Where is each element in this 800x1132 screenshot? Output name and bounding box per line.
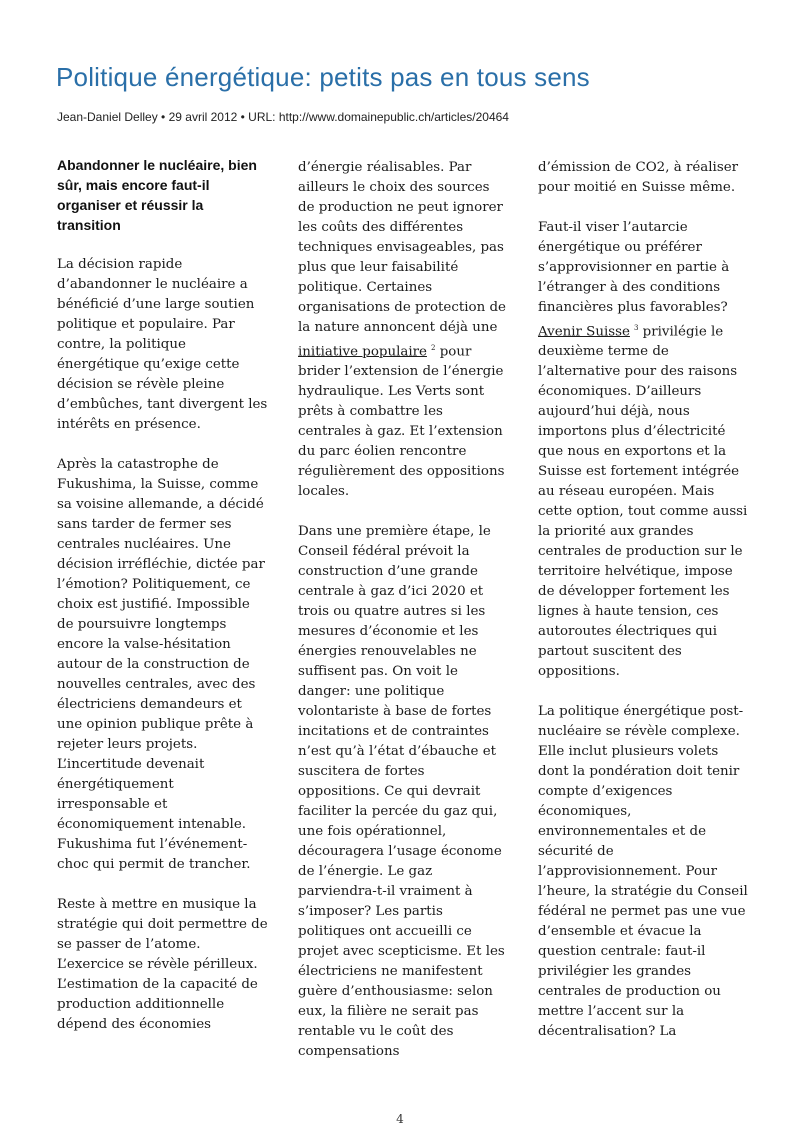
paragraph-4-text-a: d’énergie réalisables. Par ailleurs le choix des sources de production ne peut ignorer les coûts des différentes techniques envisageables, pas plus que leur faisabilité politique. Certaines organisations de protection de la nature annoncent déjà une	[298, 160, 506, 335]
paragraph-4	[298, 158, 510, 502]
paragraph-7-text-b: privilégie le deuxième terme de l’alternative pour des raisons économiques. D’ailleurs aujourd’hui déjà, nous importons plus d’électricité que nous en exportons et la Suisse est fortement intégrée au réseau européen. Mais cette option, tout comme aussi la priorité aux grandes centrales de production sur le territoire helvétique, impose de développer fortement les lignes à haute tension, ces autoroutes électriques qui partout suscitent des oppositions.	[538, 324, 748, 680]
paragraph-4-text-b: pour brider l’extension de l’énergie hydraulique. Les Verts sont prêts à combattre les centrales à gaz. Et l’extension du parc éolien rencontre régulièrement des oppositions locales.	[298, 344, 505, 500]
footnote-ref-2[interactable]: 2	[430, 344, 436, 352]
initiative-populaire-link[interactable]: initiative populaire	[298, 344, 427, 360]
paragraph-8: La politique énergétique post-nucléaire se révèle complexe. Elle inclut plusieurs volets dont la pondération doit tenir compte d’exigences économiques, environnementales et de sécurité de l’approvisionnement. Pour l’heure, la stratégie du Conseil fédéral ne permet pas une vue d’ensemble et évacue la question centrale: faut-il privilégier les grandes centrales de production ou mettre l’accent sur la décentralisation? La	[538, 704, 748, 1040]
paragraph-7-text-a: Faut-il viser l’autarcie énergétique ou préférer s’approvisionner en partie à l’étranger à des conditions financières plus favorables?	[538, 220, 730, 315]
paragraph-6: d’émission de CO2, à réaliser pour moitié en Suisse même.	[538, 160, 739, 195]
paragraph-7	[538, 218, 750, 682]
avenir-suisse-link[interactable]: Avenir Suisse	[538, 324, 630, 340]
article-byline: Jean-Daniel Delley • 29 avril 2012 • URL: http://www.domainepublic.ch/articles/20464	[57, 110, 509, 124]
column-2	[298, 158, 510, 1082]
footnote-ref-3[interactable]: 3	[633, 324, 639, 332]
column-1	[57, 155, 269, 1055]
page-number: 4	[396, 1112, 404, 1126]
paragraph-3: Reste à mettre en musique la stratégie qui doit permettre de se passer de l’atome. L’exercice se révèle périlleux. L’estimation de la capacité de production additionnelle dépend des économies	[57, 897, 268, 1032]
article-subtitle: Abandonner le nucléaire, bien sûr, mais encore faut-il organiser et réussir la transition	[57, 157, 257, 233]
article-title: Politique énergétique: petits pas en tous sens	[56, 62, 590, 92]
column-3	[538, 158, 750, 1062]
paragraph-5: Dans une première étape, le Conseil fédéral prévoit la construction d’une grande centrale à gaz d’ici 2020 et trois ou quatre autres si les mesures d’économie et les énergies renouvelables ne suffisent pas. On voit le danger: une politique volontariste à base de fortes incitations et de contraintes n’est qu’à l’état d’ébauche et suscitera de fortes oppositions. Ce qui devrait faciliter la percée du gaz qui, une fois opérationnel, découragera l’usage économe de l’énergie. Le gaz parviendra-t-il vraiment à s’imposer? Les partis politiques ont accueilli ce projet avec scepticisme. Et les électriciens ne manifestent guère d’enthousiasme: selon eux, la filière ne serait pas rentable vu le coût des compensations	[298, 524, 505, 1060]
paragraph-2: Après la catastrophe de Fukushima, la Suisse, comme sa voisine allemande, a décidé sans tarder de fermer ses centrales nucléaires. Une décision irréfléchie, dictée par l’émotion? Politiquement, ce choix est justifié. Impossible de poursuivre longtemps encore la valse-hésitation autour de la construction de nouvelles centrales, avec des électriciens demandeurs et une opinion publique prête à rejeter leurs projets. L’incertitude devenait énergétiquement irresponsable et économiquement intenable. Fukushima fut l’événement-choc qui permit de trancher.	[57, 457, 265, 872]
paragraph-1: La décision rapide d’abandonner le nucléaire a bénéficié d’une large soutien politique et populaire. Par contre, la politique énergétique qu’exige cette décision se révèle pleine d’embûches, tant divergent les intérêts en présence.	[57, 257, 268, 432]
